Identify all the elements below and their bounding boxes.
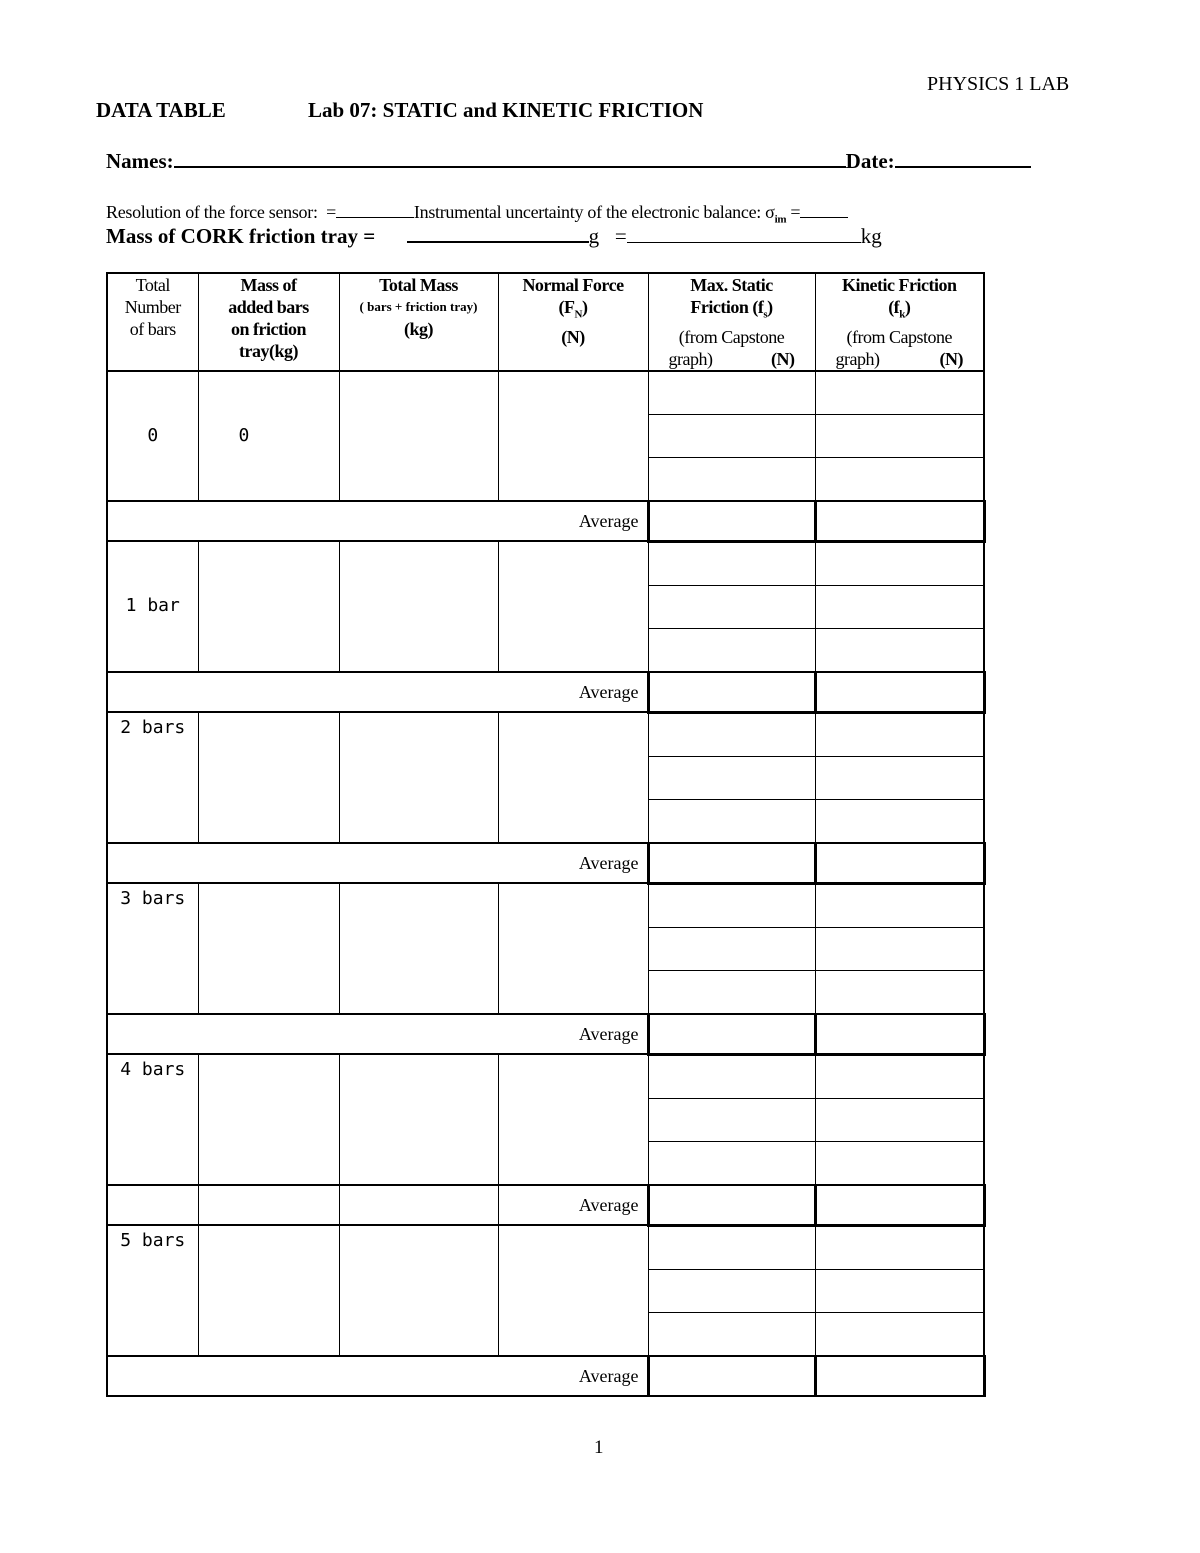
kinetic-friction-trial-cell[interactable] [815,457,984,501]
kinetic-friction-average-cell[interactable] [815,1014,984,1055]
bars-count-label: 4 bars [120,1059,186,1081]
header-col4-title: Normal Force [522,275,624,295]
bars-count-label: 2 bars [120,717,186,739]
static-friction-average-cell[interactable] [648,1356,815,1396]
graph-text: graph) [835,348,880,369]
static-friction-trial-cell[interactable] [648,1269,815,1312]
bars-count-cell [107,1054,198,1185]
names-field[interactable] [174,146,846,168]
header-col1-line: Number [124,297,181,317]
average-row-blank-cell [198,1185,339,1226]
static-friction-trial-cell[interactable] [648,628,815,672]
kinetic-friction-trial-cell[interactable] [815,756,984,799]
symbol-text: Friction (f [690,297,764,317]
resolution-label: Resolution of the force sensor: [106,202,318,222]
kinetic-friction-trial-cell[interactable] [815,970,984,1014]
kinetic-friction-trial-cell[interactable] [815,712,984,756]
uncertainty-field[interactable] [800,201,848,218]
header-col2-line: Mass of [240,275,297,295]
header-col2-line: tray(kg) [239,341,298,361]
course-label: PHYSICS 1 LAB [927,73,1070,95]
kinetic-friction-trial-cell[interactable] [815,1141,984,1185]
kinetic-friction-average-cell[interactable] [815,1356,984,1396]
kinetic-friction-average-cell[interactable] [815,501,984,542]
header-col6-line: Kinetic Friction [842,275,957,295]
table-header-row [107,273,984,371]
resolution-field[interactable] [336,201,414,218]
average-label: Average [578,1023,639,1044]
bars-count-cell [107,1225,198,1356]
kinetic-friction-trial-cell[interactable] [815,1098,984,1141]
names-date-line [106,146,1031,174]
tray-mass-kg-field[interactable] [627,226,861,243]
static-friction-trial-cell[interactable] [648,1312,815,1356]
static-friction-trial-cell[interactable] [648,371,815,415]
average-label: Average [578,510,639,531]
bars-count-label: 0 [147,424,159,446]
kinetic-friction-average-cell[interactable] [815,1185,984,1226]
kinetic-friction-average-cell[interactable] [815,843,984,884]
table-body [107,371,984,1396]
total-mass-cell[interactable] [339,712,498,843]
bars-count-label: 1 bar [125,595,180,617]
average-row [107,1185,984,1226]
static-friction-average-cell[interactable] [648,1014,815,1055]
average-row [107,843,984,884]
kinetic-friction-trial-cell[interactable] [815,1269,984,1312]
equals-sign: = [614,224,627,248]
header-col6-symbol [816,296,984,326]
date-label: Date: [845,149,895,173]
average-row-blank-cell [107,1185,198,1226]
header-normal-force [498,273,648,371]
header-col1-line: Total [135,275,170,295]
symbol-subscript: k [899,308,905,321]
bars-count-label: 5 bars [120,1230,186,1252]
static-friction-trial-cell[interactable] [648,1141,815,1185]
normal-force-cell[interactable] [498,712,648,843]
total-mass-cell[interactable] [339,1225,498,1356]
total-mass-cell[interactable] [339,883,498,1014]
symbol-close: ) [904,297,911,317]
bars-count-cell [107,883,198,1014]
added-mass-cell[interactable] [198,712,339,843]
static-friction-trial-cell[interactable] [648,541,815,585]
total-mass-cell[interactable] [339,1054,498,1185]
kinetic-friction-trial-cell[interactable] [815,414,984,457]
average-label: Average [578,681,639,702]
header-col4-unit: (N) [561,326,585,347]
header-col3-sub: ( bars + friction tray) [359,299,478,314]
added-mass-cell[interactable] [198,1225,339,1356]
added-mass-value: 0 [238,424,250,446]
symbol-subscript: s [763,308,768,321]
header-col3-title: Total Mass [379,275,458,295]
header-col5-line: Max. Static [690,275,773,295]
trial-row [107,883,984,927]
added-mass-cell[interactable] [198,883,339,1014]
average-label-cell [498,1185,648,1226]
tray-mass-g-field[interactable] [407,225,589,243]
added-mass-cell[interactable] [198,1054,339,1185]
trial-row [107,1054,984,1098]
lab-title: Lab 07: STATIC and KINETIC FRICTION [308,98,704,122]
bars-count-cell [107,541,198,672]
equals-sign: = [790,202,801,222]
trial-row [107,1225,984,1269]
static-friction-trial-cell[interactable] [648,585,815,628]
kinetic-friction-trial-cell[interactable] [815,1054,984,1098]
average-label: Average [578,852,639,873]
header-static-friction [648,273,815,371]
resolution-line [106,201,848,226]
unit-text: (N) [771,348,795,369]
tray-mass-line [106,224,882,249]
average-row [107,1014,984,1055]
header-col4-symbol [499,296,648,326]
header-col5-line: (from Capstone [678,326,785,347]
header-col6-unit-line [816,348,984,370]
trial-row [107,541,984,585]
unit-g: g [588,224,600,248]
added-mass-cell[interactable] [198,541,339,672]
static-friction-trial-cell[interactable] [648,414,815,457]
kinetic-friction-trial-cell[interactable] [815,1225,984,1269]
bars-count-label: 3 bars [120,888,186,910]
static-friction-trial-cell[interactable] [648,712,815,756]
header-kinetic-friction [815,273,984,371]
kinetic-friction-trial-cell[interactable] [815,541,984,585]
static-friction-trial-cell[interactable] [648,799,815,843]
symbol-close: ) [767,297,773,317]
symbol-text: (F [558,297,575,317]
date-field[interactable] [895,146,1031,168]
added-mass-cell[interactable] [198,371,339,501]
header-col5-symbol [649,296,815,326]
unit-text: (N) [939,348,963,369]
page-number: 1 [594,1437,604,1458]
normal-force-cell[interactable] [498,371,648,501]
symbol-text: (f [888,297,900,317]
equals-sign: = [326,202,336,222]
normal-force-cell[interactable] [498,1225,648,1356]
average-label-cell [107,1014,648,1055]
average-label-cell [107,843,648,884]
normal-force-cell[interactable] [498,883,648,1014]
graph-text: graph) [668,348,713,369]
kinetic-friction-trial-cell[interactable] [815,1312,984,1356]
average-label: Average [578,1194,639,1215]
total-mass-cell[interactable] [339,371,498,501]
average-label-cell [107,1356,648,1396]
average-row [107,1356,984,1396]
kinetic-friction-average-cell[interactable] [815,672,984,713]
trial-row [107,712,984,756]
kinetic-friction-trial-cell[interactable] [815,799,984,843]
kinetic-friction-trial-cell[interactable] [815,628,984,672]
kinetic-friction-trial-cell[interactable] [815,371,984,415]
header-added-mass [198,273,339,371]
names-label: Names: [106,149,174,173]
symbol-close: ) [581,297,588,317]
symbol-subscript: N [574,308,582,321]
header-col5-unit-line [649,348,815,370]
sigma-subscript: im [774,213,787,226]
average-label: Average [578,1365,639,1386]
static-friction-trial-cell[interactable] [648,883,815,927]
kinetic-friction-trial-cell[interactable] [815,927,984,970]
tray-mass-label: Mass of CORK friction tray = [106,224,376,248]
header-col2-line: on friction [231,319,306,339]
average-row [107,672,984,713]
unit-kg: kg [860,224,882,248]
average-row-blank-cell [339,1185,498,1226]
average-row [107,501,984,542]
friction-data-table [106,272,986,1397]
static-friction-trial-cell[interactable] [648,970,815,1014]
bars-count-cell [107,712,198,843]
static-friction-trial-cell[interactable] [648,927,815,970]
kinetic-friction-trial-cell[interactable] [815,883,984,927]
header-col6-line: (from Capstone [846,326,952,347]
instrumental-label: Instrumental uncertainty of the electronic balance: σ [413,202,775,222]
static-friction-trial-cell[interactable] [648,1225,815,1269]
trial-row [107,371,984,415]
static-friction-trial-cell[interactable] [648,1098,815,1141]
header-col3-unit: (kg) [404,319,433,339]
static-friction-trial-cell[interactable] [648,756,815,799]
data-table-label: DATA TABLE [96,98,226,122]
static-friction-average-cell[interactable] [648,501,815,542]
header-total-bars [107,273,198,371]
static-friction-trial-cell[interactable] [648,1054,815,1098]
average-label-cell [107,501,648,542]
header-total-mass [339,273,498,371]
average-label-cell [107,672,648,713]
static-friction-average-cell[interactable] [648,672,815,713]
static-friction-trial-cell[interactable] [648,457,815,501]
kinetic-friction-trial-cell[interactable] [815,585,984,628]
static-friction-average-cell[interactable] [648,843,815,884]
static-friction-average-cell[interactable] [648,1185,815,1226]
normal-force-cell[interactable] [498,541,648,672]
normal-force-cell[interactable] [498,1054,648,1185]
header-col1-line: of bars [129,319,176,339]
header-col2-line: added bars [228,297,309,317]
bars-count-cell [107,371,198,501]
total-mass-cell[interactable] [339,541,498,672]
